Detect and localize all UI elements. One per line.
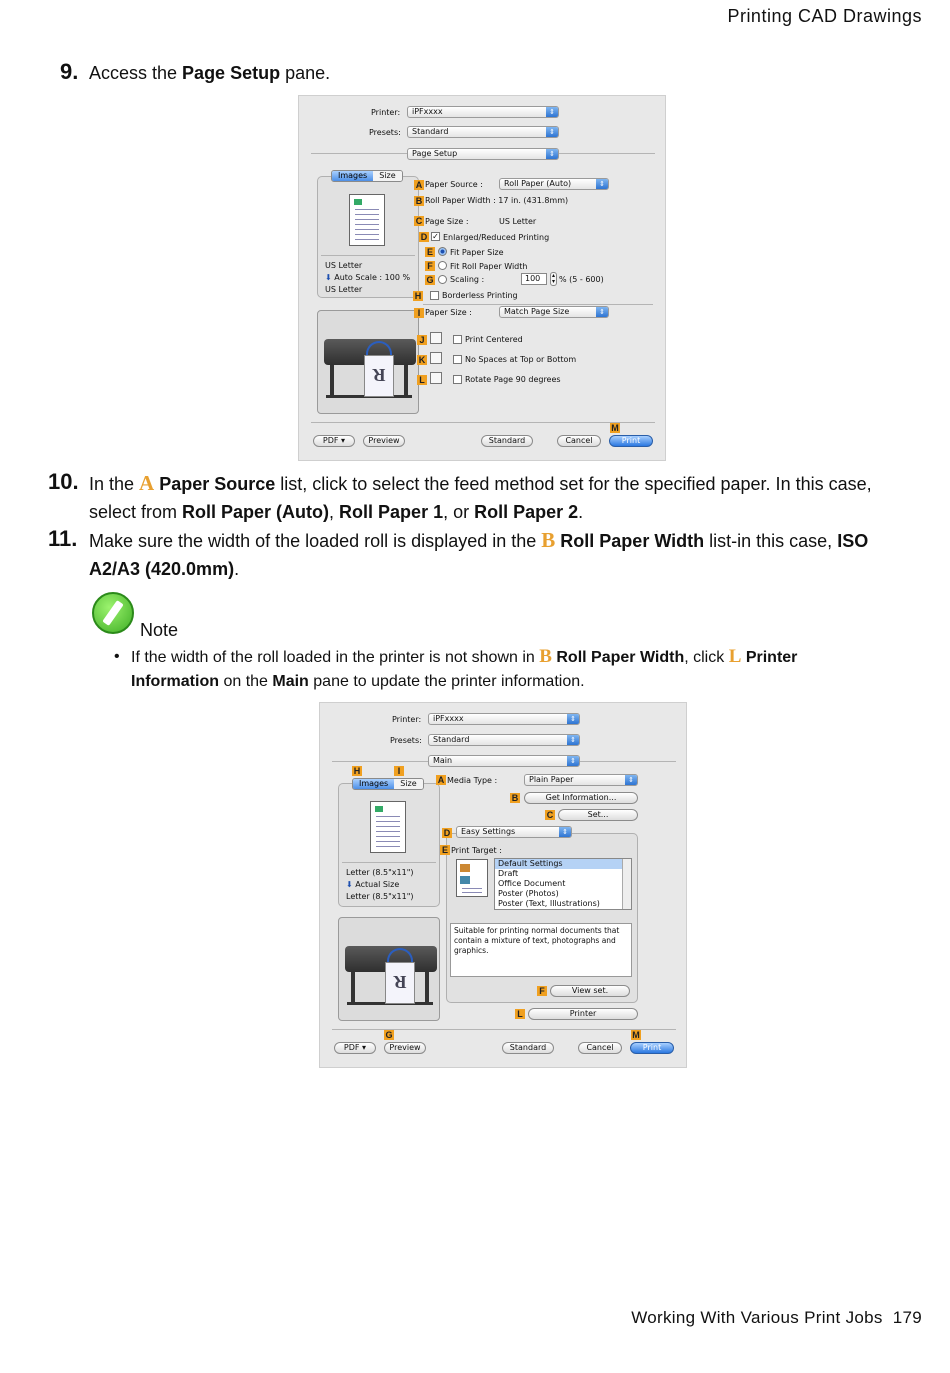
view-set-button[interactable]: View set. [550, 985, 630, 997]
presets-label: Presets: [369, 128, 401, 137]
pencil-note-icon [92, 592, 134, 634]
preview-button[interactable]: Preview [363, 435, 405, 447]
borderless-label: Borderless Printing [442, 291, 518, 300]
printer-value: iPFxxxx [412, 107, 443, 116]
print-centered-checkbox[interactable] [453, 335, 462, 344]
printer-select[interactable] [407, 106, 559, 118]
callout-letter: B [539, 646, 552, 667]
callout-letter: B [541, 528, 556, 552]
arrow-down-icon: ⬇ [346, 880, 356, 889]
preview-button[interactable]: Preview [384, 1042, 426, 1054]
step-text: . [234, 559, 240, 579]
fit-roll-radio[interactable] [438, 261, 447, 270]
cancel-button[interactable]: Cancel [557, 435, 601, 447]
media-type-select[interactable] [524, 774, 638, 786]
media-type-label: Media Type : [447, 776, 498, 785]
preview-size-2: Letter (8.5"x11") [346, 892, 414, 901]
step-bold: Page Setup [182, 63, 281, 83]
set-button[interactable]: Set... [558, 809, 638, 821]
scaling-input[interactable]: 100 [521, 273, 547, 285]
note-text: , click [684, 649, 729, 666]
easy-settings-value: Easy Settings [461, 827, 516, 836]
list-item[interactable]: Poster (Photos) [498, 889, 559, 898]
list-scrollbar[interactable] [622, 859, 631, 909]
scaling-label: Scaling : [450, 275, 485, 284]
preview-size-1: Letter (8.5"x11") [346, 868, 414, 877]
step-bold: Roll Paper (Auto) [182, 502, 330, 522]
paper-sheet: R [364, 355, 394, 397]
print-target-label: Print Target : [451, 846, 502, 855]
tag-d: D [420, 232, 428, 242]
note-bullet [114, 645, 874, 694]
tag-f: F [537, 986, 547, 996]
step-text: Access the [89, 63, 183, 83]
step-bold: ISO A2/A3 (420.0mm) [89, 531, 869, 579]
tag-f: F [425, 261, 435, 271]
tag-b: B [511, 793, 519, 803]
updown-icon: ⇕ [596, 307, 608, 317]
printer-label: Printer: [371, 108, 401, 117]
step-9 [60, 58, 331, 87]
scaling-stepper[interactable]: ▴ ▾ [551, 272, 555, 285]
note-block [92, 592, 179, 640]
updown-icon: ⇕ [546, 107, 558, 117]
printer-info-button[interactable]: Printer [528, 1008, 638, 1020]
pdf-button[interactable]: PDF ▾ [334, 1042, 376, 1054]
main-dialog [319, 702, 687, 1068]
note-bold: Roll Paper Width [556, 649, 685, 666]
step-text: In the [89, 474, 140, 494]
printer-image [338, 917, 440, 1021]
step-text: , [329, 502, 340, 522]
preview-scale: ⬇ Auto Scale : 100 % [325, 273, 411, 282]
tag-d: D [443, 828, 451, 838]
note-text: pane to update the printer information. [308, 673, 585, 690]
borderless-checkbox[interactable] [430, 291, 439, 300]
bullet-marker: • [114, 648, 120, 665]
tag-e: E [426, 247, 433, 257]
note-text: If the width of the roll loaded in the printer is not shown in [131, 649, 540, 666]
paper-sheet: R [385, 962, 415, 1004]
view-tabs[interactable] [331, 170, 403, 182]
get-information-button[interactable]: Get Information... [524, 792, 638, 804]
updown-icon: ⇕ [625, 775, 637, 785]
tab-images[interactable]: Images [353, 779, 394, 789]
tag-e: E [441, 845, 448, 855]
tag-g: G [385, 1030, 393, 1040]
tag-b: B [415, 196, 423, 206]
enlarged-label: Enlarged/Reduced Printing [443, 233, 550, 242]
image-icon [354, 199, 362, 205]
description-text: Suitable for printing normal documents that contain a mixture of text, photographs and graphics. [450, 923, 632, 977]
tab-size[interactable]: Size [373, 171, 401, 181]
easy-settings-select[interactable] [456, 826, 572, 838]
step-number: 11. [48, 526, 78, 551]
pane-value: Page Setup [412, 149, 458, 158]
tag-c: C [415, 216, 423, 226]
center-page-icon [430, 332, 442, 344]
rotate-page-icon [430, 372, 442, 384]
print-target-list[interactable] [494, 858, 632, 910]
list-item[interactable]: Office Document [498, 879, 566, 888]
step-text: list-in this case, [704, 531, 838, 551]
presets-value: Standard [433, 735, 470, 744]
presets-label: Presets: [390, 736, 422, 745]
pane-value: Main [433, 756, 453, 765]
paper-size-label: Paper Size : [425, 308, 472, 317]
step-text: . [578, 502, 584, 522]
paper-source-value: Roll Paper (Auto) [504, 179, 572, 188]
rotate-checkbox[interactable] [453, 375, 462, 384]
divider [423, 304, 653, 305]
printer-select[interactable] [428, 713, 580, 725]
tag-h: H [414, 291, 422, 301]
page-size-label: Page Size : [425, 217, 469, 226]
page-thumbnail [370, 801, 406, 853]
arrow-down-icon: ⬇ [325, 273, 335, 282]
tag-g: G [426, 275, 434, 285]
presets-value: Standard [412, 127, 449, 136]
preview-size-1: US Letter [325, 261, 363, 270]
tag-c: C [546, 810, 554, 820]
tag-m: M [611, 423, 619, 433]
step-text: Make sure the width of the loaded roll is displayed in the [89, 531, 542, 551]
note-bold: Printer Information [131, 649, 798, 690]
paper-size-value: Match Page Size [504, 307, 570, 316]
note-text: on the [219, 673, 273, 690]
callout-letter: A [139, 471, 155, 495]
fit-paper-label: Fit Paper Size [450, 248, 504, 257]
note-bold: Main [272, 673, 309, 690]
step-number: 9. [60, 59, 79, 84]
paper-source-select[interactable] [499, 178, 609, 190]
footer-section: Working With Various Print Jobs [631, 1308, 883, 1327]
step-text: list, click to select the feed method set for the specified paper. In this case, select from [89, 474, 872, 522]
tag-m: M [632, 1030, 640, 1040]
printer-value: iPFxxxx [433, 714, 464, 723]
step-bold: Roll Paper 2 [474, 502, 579, 522]
divider [311, 422, 655, 423]
printer-image [317, 310, 419, 414]
step-bold: Paper Source [159, 474, 276, 494]
updown-icon: ⇕ [546, 127, 558, 137]
divider [321, 255, 415, 256]
list-item[interactable]: Draft [498, 869, 519, 878]
tag-i: I [394, 766, 404, 776]
no-spaces-checkbox[interactable] [453, 355, 462, 364]
presets-select[interactable] [428, 734, 580, 746]
tag-i: I [414, 308, 424, 318]
tag-l: L [417, 375, 427, 385]
page-number: 179 [892, 1308, 922, 1327]
page-setup-dialog [298, 95, 666, 461]
media-type-value: Plain Paper [529, 775, 574, 784]
no-spaces-icon [430, 352, 442, 364]
step-bold: Roll Paper Width [560, 531, 705, 551]
updown-icon: ⇕ [567, 756, 579, 766]
step-10 [48, 468, 872, 522]
print-button[interactable]: Print [609, 435, 653, 447]
print-centered-label: Print Centered [465, 335, 523, 344]
standard-button[interactable]: Standard [481, 435, 533, 447]
page-footer [631, 1308, 922, 1328]
printer-label: Printer: [392, 715, 422, 724]
updown-icon: ⇕ [546, 149, 558, 159]
roll-paper-width: Roll Paper Width : 17 in. (431.8mm) [425, 196, 569, 205]
tag-l: L [515, 1009, 525, 1019]
list-item[interactable]: Default Settings [495, 859, 631, 869]
target-thumbnail [456, 859, 488, 897]
updown-icon: ⇕ [559, 827, 571, 837]
presets-select[interactable] [407, 126, 559, 138]
page-size-value: US Letter [499, 217, 537, 226]
step-text: pane. [280, 63, 331, 83]
paper-size-select[interactable] [499, 306, 609, 318]
callout-letter: L [728, 646, 742, 667]
tag-j: J [417, 335, 427, 345]
step-bold: Roll Paper 1 [339, 502, 444, 522]
tag-h: H [353, 766, 361, 776]
view-tabs[interactable] [352, 778, 424, 790]
divider [342, 862, 436, 863]
paper-source-label: Paper Source : [425, 180, 483, 189]
note-label: Note [140, 620, 179, 640]
updown-icon: ⇕ [567, 735, 579, 745]
tab-size[interactable]: Size [394, 779, 422, 789]
scaling-radio[interactable] [438, 275, 447, 284]
print-button[interactable]: Print [630, 1042, 674, 1054]
pane-select[interactable] [407, 148, 559, 160]
step-number: 10. [48, 469, 79, 494]
image-icon [375, 806, 383, 812]
pdf-button[interactable]: PDF ▾ [313, 435, 355, 447]
page-thumbnail [349, 194, 385, 246]
cancel-button[interactable]: Cancel [578, 1042, 622, 1054]
no-spaces-label: No Spaces at Top or Bottom [465, 355, 577, 364]
tag-a: A [415, 180, 423, 190]
pane-select[interactable] [428, 755, 580, 767]
updown-icon: ⇕ [596, 179, 608, 189]
tag-k: K [418, 355, 426, 365]
step-11 [48, 525, 869, 579]
fit-paper-radio[interactable] [438, 247, 447, 256]
enlarged-checkbox[interactable]: ✓ [432, 232, 439, 241]
step-text: , or [443, 502, 475, 522]
preview-scale: ⬇ Actual Size [346, 880, 400, 889]
tag-a: A [437, 775, 445, 785]
preview-size-2: US Letter [325, 285, 363, 294]
standard-button[interactable]: Standard [502, 1042, 554, 1054]
page-header: Printing CAD Drawings [727, 6, 922, 26]
scaling-range: % (5 - 600) [559, 275, 604, 284]
updown-icon: ⇕ [567, 714, 579, 724]
list-item[interactable]: Poster (Text, Illustrations) [498, 899, 600, 908]
fit-roll-label: Fit Roll Paper Width [450, 262, 528, 271]
tab-images[interactable]: Images [332, 171, 373, 181]
rotate-label: Rotate Page 90 degrees [465, 375, 561, 384]
